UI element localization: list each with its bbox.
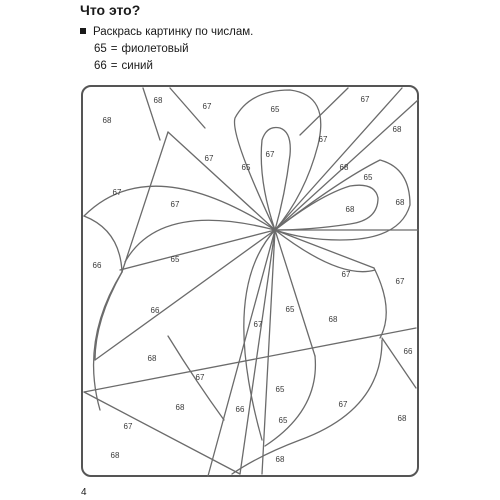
puzzle-curve <box>84 216 122 272</box>
region-number: 68 <box>339 163 349 173</box>
puzzle-curve <box>261 128 290 231</box>
puzzle-line <box>275 88 402 230</box>
region-number: 65 <box>241 163 251 173</box>
region-number: 68 <box>392 125 402 135</box>
region-number: 65 <box>363 173 373 183</box>
puzzle-line <box>92 230 275 360</box>
legend-color-name: фиолетовый <box>121 43 189 55</box>
puzzle-line <box>120 230 275 270</box>
region-number: 67 <box>204 154 214 164</box>
region-number: 67 <box>318 135 328 145</box>
region-number: 67 <box>341 270 351 280</box>
region-number: 66 <box>235 405 245 415</box>
region-number: 67 <box>360 95 370 105</box>
puzzle-curve <box>265 356 315 446</box>
legend-number: 65 <box>94 43 107 55</box>
puzzle-curve <box>374 268 386 338</box>
region-labels <box>93 95 413 464</box>
region-number: 68 <box>110 451 120 461</box>
region-number: 67 <box>253 320 263 330</box>
region-number: 67 <box>195 373 205 383</box>
puzzle-line <box>84 392 240 474</box>
puzzle-line <box>275 230 374 268</box>
region-number: 67 <box>338 400 348 410</box>
region-number: 68 <box>147 354 157 364</box>
region-number: 65 <box>285 305 295 315</box>
puzzle-line <box>168 132 275 230</box>
region-number: 68 <box>102 116 112 126</box>
region-number: 68 <box>275 455 285 465</box>
puzzle-lines <box>82 86 418 476</box>
puzzle-line <box>122 132 168 272</box>
region-number: 68 <box>345 205 355 215</box>
puzzle-line <box>170 88 205 128</box>
region-number: 66 <box>150 306 160 316</box>
region-number: 67 <box>395 277 405 287</box>
region-number: 65 <box>170 255 180 265</box>
puzzle-line <box>382 338 416 388</box>
region-number: 65 <box>278 416 288 426</box>
region-number: 68 <box>395 198 405 208</box>
region-number: 67 <box>202 102 212 112</box>
region-number: 67 <box>265 150 275 160</box>
region-number: 68 <box>175 403 185 413</box>
region-number: 68 <box>153 96 163 106</box>
legend-color-name: синий <box>121 60 153 72</box>
puzzle-line <box>84 328 416 395</box>
region-number: 67 <box>112 188 122 198</box>
region-number: 67 <box>123 422 133 432</box>
legend-number: 66 <box>94 60 107 72</box>
legend-equals: = <box>110 60 118 72</box>
region-number: 68 <box>328 315 338 325</box>
puzzle-line <box>262 230 275 474</box>
instruction-text: Раскрась картинку по числам. <box>93 26 254 38</box>
puzzle-curve <box>95 272 122 360</box>
page-title: Что это? <box>80 2 141 18</box>
legend-equals: = <box>110 43 118 55</box>
region-number: 65 <box>275 385 285 395</box>
puzzle-line <box>275 230 315 356</box>
region-number: 67 <box>170 200 180 210</box>
puzzle-line <box>208 230 275 476</box>
puzzle-curve <box>125 220 275 265</box>
region-number: 68 <box>397 414 407 424</box>
puzzle-curve <box>232 340 382 474</box>
region-number: 66 <box>403 347 413 357</box>
region-number: 65 <box>270 105 280 115</box>
page-number: 4 <box>81 487 87 498</box>
region-number: 66 <box>92 261 102 271</box>
